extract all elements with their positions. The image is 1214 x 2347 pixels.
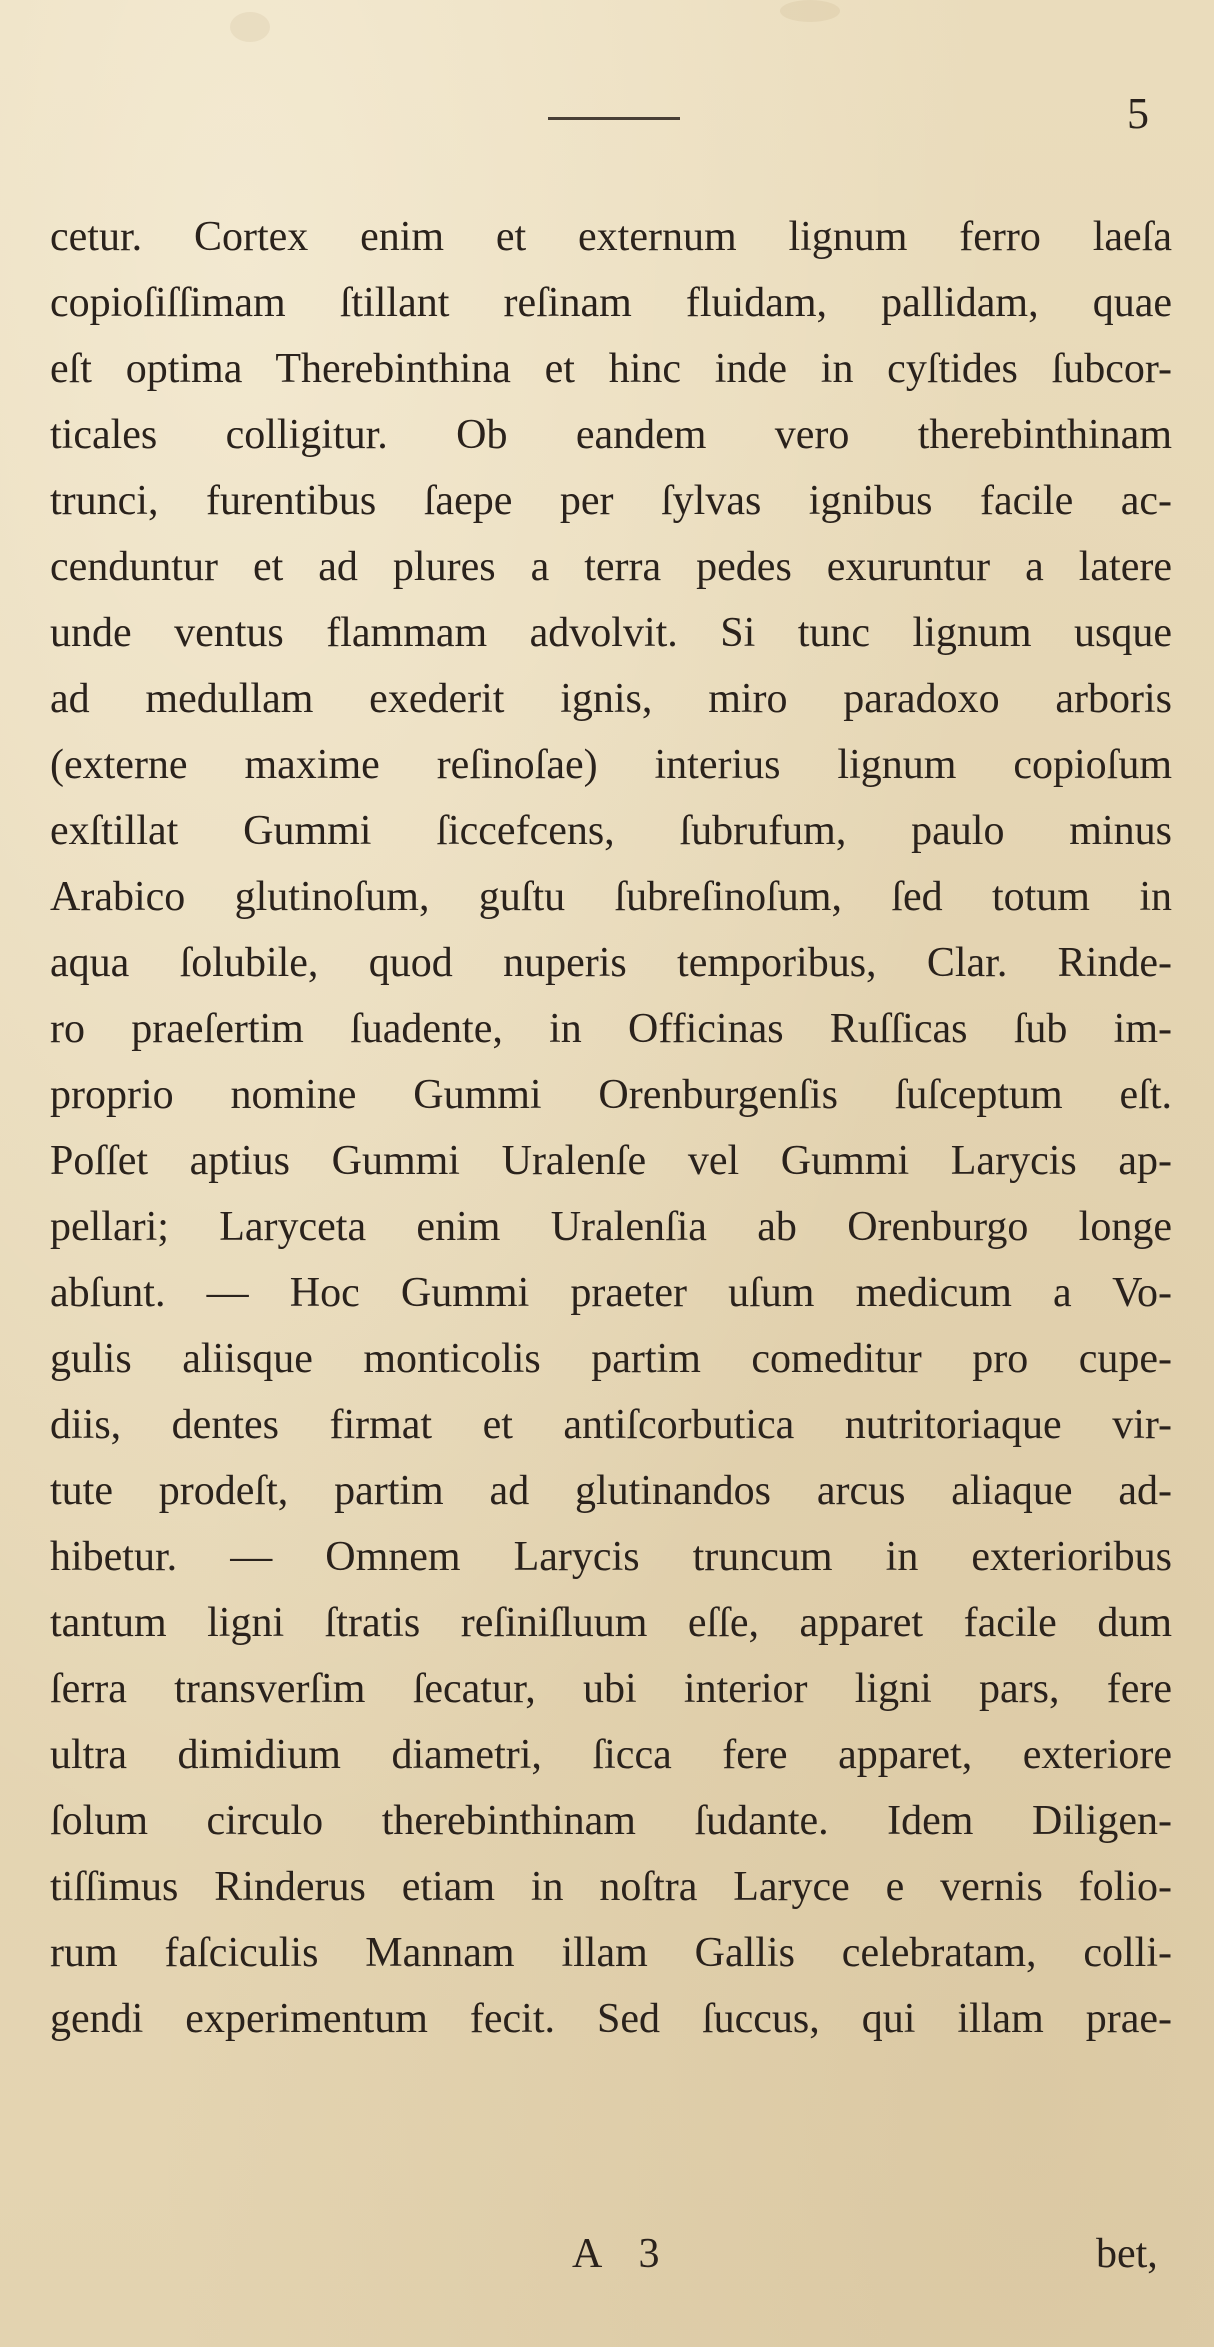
page-number: 5 (1127, 89, 1149, 138)
text-line: pellari; Laryceta enim Uralenſia ab Orenburgo longe (50, 1204, 1172, 1250)
signature-mark: A 3 (572, 2231, 674, 2277)
text-line: cenduntur et ad plures a terra pedes exuruntur a latere (50, 544, 1172, 590)
text-line: ticales colligitur. Ob eandem vero therebinthinam (50, 412, 1172, 458)
text-line: unde ventus flammam advolvit. Si tunc lignum usque (50, 610, 1172, 656)
text-line: ſolum circulo therebinthinam ſudante. Idem Diligen- (50, 1798, 1172, 1844)
text-line: rum faſciculis Mannam illam Gallis celebratam, colli- (50, 1930, 1172, 1976)
text-line: aqua ſolubile, quod nuperis temporibus, Clar. Rinde- (50, 940, 1172, 986)
text-line: diis, dentes firmat et antiſcorbutica nutritoriaque vir- (50, 1402, 1172, 1448)
paper-stain (780, 0, 840, 22)
text-line: Poſſet aptius Gummi Uralenſe vel Gummi Larycis ap- (50, 1138, 1172, 1184)
text-line: gulis aliisque monticolis partim comeditur pro cupe- (50, 1336, 1172, 1382)
text-line: exſtillat Gummi ſiccefcens, ſubrufum, paulo minus (50, 808, 1172, 854)
text-line: ro praeſertim ſuadente, in Officinas Ruſſicas ſub im- (50, 1006, 1172, 1052)
text-line: ultra dimidium diametri, ſicca fere apparet, exteriore (50, 1732, 1172, 1778)
text-line: ſerra transverſim ſecatur, ubi interior ligni pars, fere (50, 1666, 1172, 1712)
text-line: (externe maxime reſinoſae) interius lignum copioſum (50, 742, 1172, 788)
text-line: tiſſimus Rinderus etiam in noſtra Laryce e vernis folio- (50, 1864, 1172, 1910)
text-line: tantum ligni ſtratis reſiniſluum eſſe, apparet facile dum (50, 1600, 1172, 1646)
text-line: abſunt. — Hoc Gummi praeter uſum medicum a Vo- (50, 1270, 1172, 1316)
text-line: copioſiſſimam ſtillant reſinam fluidam, pallidam, quae (50, 280, 1172, 326)
text-line: gendi experimentum fecit. Sed ſuccus, qui illam prae- (50, 1996, 1172, 2042)
header-rule (548, 117, 680, 120)
text-line: cetur. Cortex enim et externum lignum ferro laeſa (50, 214, 1172, 260)
body-text (50, 204, 1172, 2052)
text-line: hibetur. — Omnem Larycis truncum in exterioribus (50, 1534, 1172, 1580)
text-line: ad medullam exederit ignis, miro paradoxo arboris (50, 676, 1172, 722)
text-line: trunci, furentibus ſaepe per ſylvas ignibus facile ac- (50, 478, 1172, 524)
paper-stain (230, 12, 270, 42)
page-footer (0, 2230, 1214, 2290)
catchword: bet, (1096, 2231, 1158, 2277)
text-line: eſt optima Therebinthina et hinc inde in cyſtides ſubcor- (50, 346, 1172, 392)
text-line: proprio nomine Gummi Orenburgenſis ſuſceptum eſt. (50, 1072, 1172, 1118)
text-line: Arabico glutinoſum, guſtu ſubreſinoſum, ſed totum in (50, 874, 1172, 920)
text-line: tute prodeſt, partim ad glutinandos arcus aliaque ad- (50, 1468, 1172, 1514)
